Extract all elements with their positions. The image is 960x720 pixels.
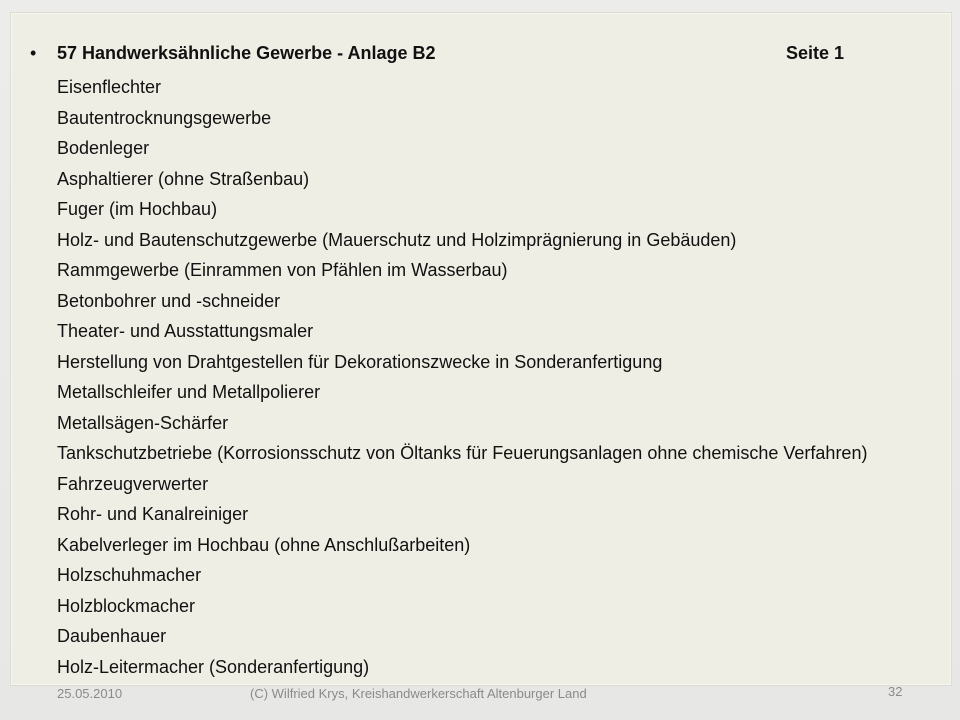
footer-credit: (C) Wilfried Krys, Kreishandwerkerschaft Altenburger Land — [250, 686, 587, 701]
footer-date: 25.05.2010 — [57, 686, 123, 701]
list-item: Asphaltierer (ohne Straßenbau) — [57, 168, 310, 189]
heading-row — [57, 43, 857, 67]
bullet-marker: • — [30, 43, 37, 63]
list-item: Metallschleifer und Metallpolierer — [57, 382, 321, 402]
list-item: Rohr- und Kanalreiniger — [57, 504, 249, 524]
slide-heading: 57 Handwerksähnliche Gewerbe - Anlage B2 — [57, 43, 436, 63]
list-item: Daubenhauer — [57, 626, 167, 646]
list-item: Bautentrocknungsgewerbe — [57, 107, 272, 128]
list-item: Metallsägen-Schärfer — [57, 412, 229, 433]
footer-page-number: 32 — [888, 684, 903, 699]
list-item: Holz-Leitermacher (Sonderanfertigung) — [57, 656, 370, 677]
list-item: Rammgewerbe (Einrammen von Pfählen im Wasserbau) — [57, 260, 508, 280]
list-item: Holzblockmacher — [57, 595, 196, 616]
page-label: Seite 1 — [786, 43, 845, 63]
list-item: Fahrzeugverwerter — [57, 473, 209, 494]
list-item: Theater- und Ausstattungsmaler — [57, 321, 314, 341]
list-item: Herstellung von Drahtgestellen für Dekorationszwecke in Sonderanfertigung — [57, 351, 663, 372]
list-item: Tankschutzbetriebe (Korrosionsschutz von Öltanks für Feuerungsanlagen ohne chemische Verfahren) — [57, 443, 868, 463]
trade-list — [57, 72, 867, 682]
list-item: Holzschuhmacher — [57, 565, 202, 585]
list-item: Holz- und Bautenschutzgewerbe (Mauerschutz und Holzimprägnierung in Gebäuden) — [57, 229, 737, 250]
list-item: Kabelverleger im Hochbau (ohne Anschlußarbeiten) — [57, 534, 471, 555]
list-item: Eisenflechter — [57, 77, 162, 97]
list-item: Fuger (im Hochbau) — [57, 199, 218, 219]
list-item: Bodenleger — [57, 138, 150, 158]
list-item: Betonbohrer und -schneider — [57, 290, 281, 311]
